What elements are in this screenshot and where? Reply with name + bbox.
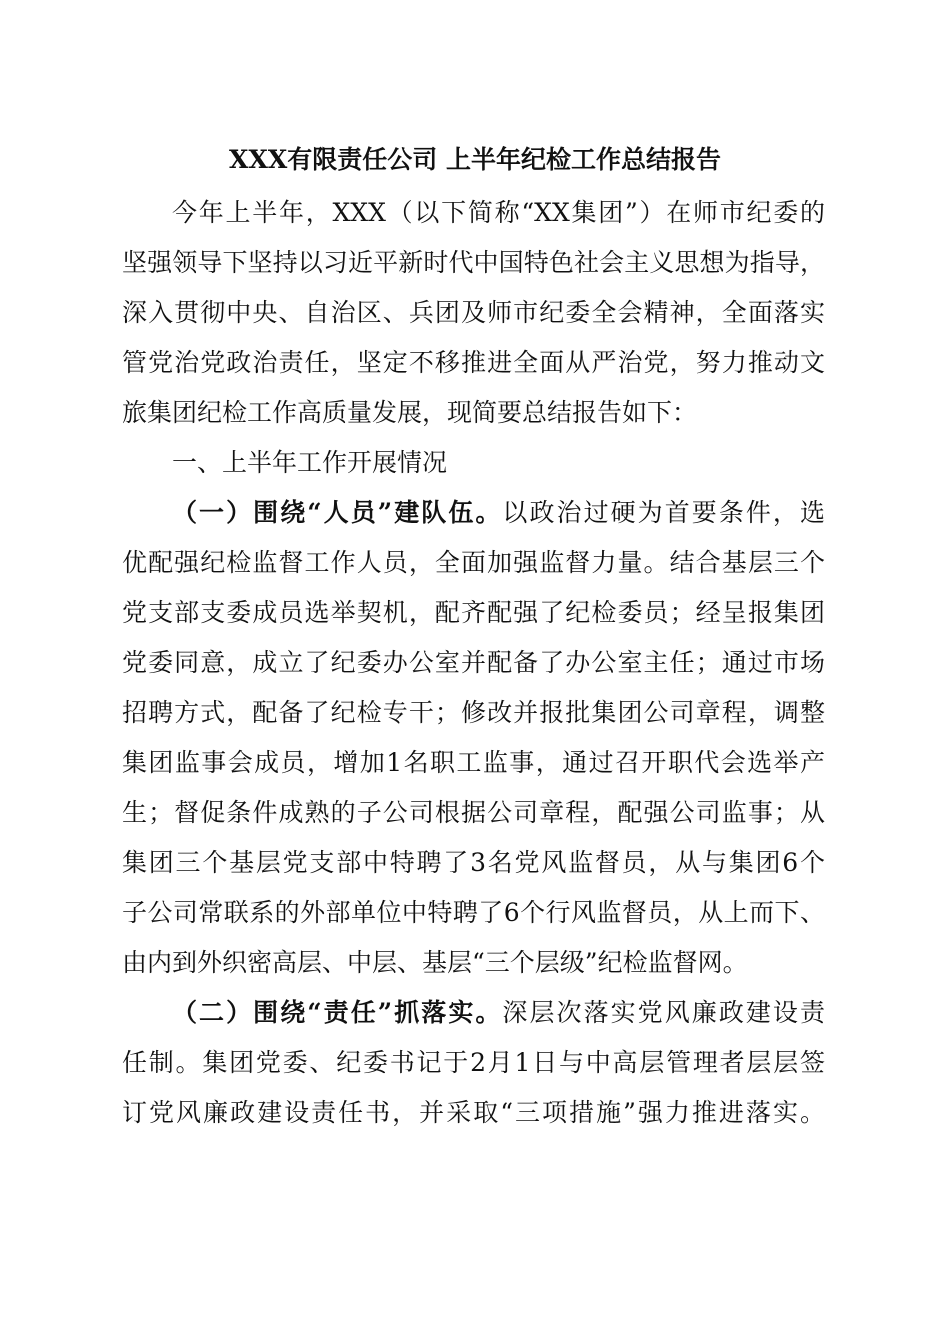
subsection-1-text: 以政治过硬为首要条件，选 <box>502 498 825 527</box>
subsection-1-line: 集团三个基层党支部中特聘了3名党风监督员，从与集团6个 <box>122 848 825 877</box>
subsection-1-line: 由内到外织密高层、中层、基层“三个层级”纪检监督网。 <box>122 948 748 977</box>
intro-line: 管党治党政治责任，坚定不移推进全面从严治党，努力推动文 <box>122 348 825 377</box>
subsection-1-line: 生；督促条件成熟的子公司根据公司章程，配强公司监事；从 <box>122 798 825 827</box>
intro-line: 旅集团纪检工作高质量发展，现简要总结报告如下： <box>122 398 698 427</box>
subsection-2-heading: （二）围绕“责任”抓落实。 <box>172 998 503 1027</box>
subsection-2-line: 任制。集团党委、纪委书记于2月1日与中高层管理者层层签 <box>122 1048 825 1077</box>
document-title: XXX有限责任公司 上半年纪检工作总结报告 <box>229 145 721 174</box>
subsection-1-line: 优配强纪检监督工作人员，全面加强监督力量。结合基层三个 <box>122 548 825 577</box>
intro-line: 今年上半年，XXX（以下简称“XX集团”）在师市纪委的 <box>172 198 825 227</box>
intro-line: 坚强领导下坚持以习近平新时代中国特色社会主义思想为指导， <box>122 248 825 277</box>
subsection-1-line: 集团监事会成员，增加1名职工监事，通过召开职代会选举产 <box>122 748 825 777</box>
subsection-1-line: 子公司常联系的外部单位中特聘了6个行风监督员，从上而下、 <box>122 898 825 927</box>
subsection-1-first-line <box>122 488 825 538</box>
section-heading: 一、上半年工作开展情况 <box>172 448 448 477</box>
subsection-2-text: 深层次落实党风廉政建设责 <box>502 998 825 1027</box>
intro-line: 深入贯彻中央、自治区、兵团及师市纪委全会精神，全面落实 <box>122 298 825 327</box>
subsection-1-line: 党委同意，成立了纪委办公室并配备了办公室主任；通过市场 <box>122 648 825 677</box>
subsection-1-heading: （一）围绕“人员”建队伍。 <box>172 498 503 527</box>
subsection-1-line: 招聘方式，配备了纪检专干；修改并报批集团公司章程，调整 <box>122 698 825 727</box>
subsection-2-line: 订党风廉政建设责任书，并采取“三项措施”强力推进落实。 <box>122 1098 825 1127</box>
document-body <box>122 188 825 1138</box>
subsection-2-first-line <box>122 988 825 1038</box>
subsection-1-line: 党支部支委成员选举契机，配齐配强了纪检委员；经呈报集团 <box>122 598 825 627</box>
